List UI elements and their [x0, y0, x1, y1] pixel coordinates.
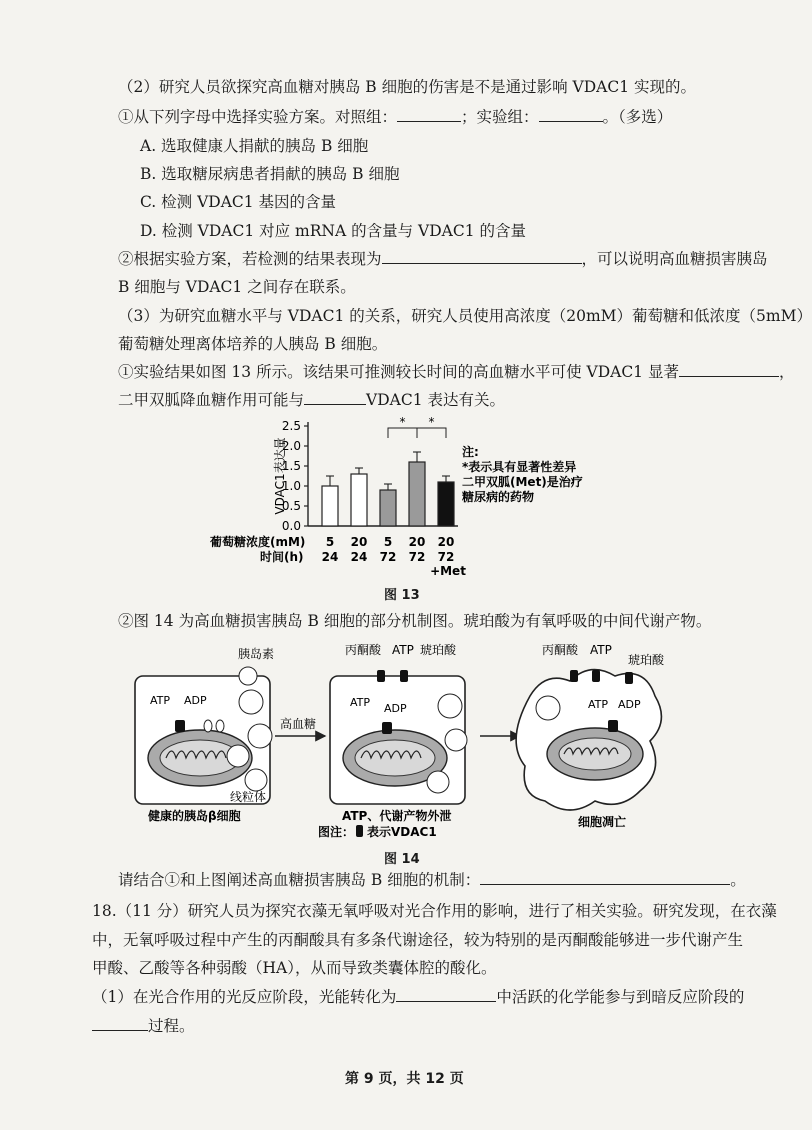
x-tick-time: 24 [321, 550, 339, 564]
x-tick-time: 24 [350, 550, 368, 564]
atp-label-1: ATP [150, 694, 171, 707]
q17-2-item2 [118, 248, 768, 270]
bar [380, 490, 396, 526]
x-tick-time: 72 [379, 550, 397, 564]
q18-line-4-text-b: 中活跃的化学能参与到暗反应阶段的 [496, 988, 745, 1006]
x-tick-conc: 20 [408, 535, 426, 549]
y-tick-label: 2.0 [281, 439, 301, 453]
result-blank[interactable] [382, 248, 582, 264]
process-blank[interactable] [92, 1015, 148, 1031]
adp-label-1: ADP [184, 694, 207, 707]
atp-top-label-2: ATP [392, 643, 414, 657]
q17-2-item1-text-b: ；实验组： [461, 108, 539, 126]
bar [351, 474, 367, 526]
option-b: B. 选取糖尿病患者捐献的胰岛 B 细胞 [140, 165, 400, 183]
y-axis-label: VDAC1表达量 [273, 437, 287, 515]
q17-2-item2-cont: B 细胞与 VDAC1 之间存在联系。 [118, 278, 356, 296]
x-tick-time: 72 [437, 550, 455, 564]
q17-2-item1-text-c: 。（多选） [602, 108, 673, 126]
atp-label-3: ATP [588, 698, 609, 711]
healthy-cell-caption: 健康的胰岛β细胞 [148, 809, 241, 823]
x-tick-conc: 5 [383, 535, 393, 549]
x-tick-time: 72 [408, 550, 426, 564]
x-tick-met: +Met [430, 564, 466, 578]
q17-3-item1-text-c: 二甲双胍降血糖作用可能与 [118, 391, 305, 409]
note-title: 注: [462, 445, 479, 459]
bar [438, 482, 454, 526]
x-row2-label: 时间(h) [260, 550, 304, 564]
bar [322, 486, 338, 526]
note-line: 二甲双胍(Met)是治疗 [462, 475, 583, 489]
energy-form-blank[interactable] [396, 986, 496, 1002]
q17-3-intro-1: （3）为研究血糖水平与 VDAC1 的关系，研究人员使用高浓度（20mM）葡萄糖和低浓度（5mM） [118, 307, 812, 325]
figure-14-caption: 图 14 [384, 852, 420, 867]
q17-3-item3-text-a: 请结合①和上图阐述高血糖损害胰岛 B 细胞的机制： [118, 871, 481, 889]
metformin-blank[interactable] [304, 389, 366, 405]
vdac1-change-blank[interactable] [679, 361, 779, 377]
q17-3-item3-text-b: 。 [730, 871, 746, 889]
x-tick-conc: 20 [437, 535, 455, 549]
q17-3-item2: ②图 14 为高血糖损害胰岛 B 细胞的部分机制图。琥珀酸为有氧呼吸的中间代谢产物。 [118, 612, 712, 630]
leak-caption: ATP、代谢产物外泄 [342, 809, 452, 823]
apoptotic-cell [516, 670, 661, 810]
q18-line-5 [92, 1015, 195, 1037]
atp-top-label-3: ATP [590, 643, 612, 657]
succinate-label-2: 琥珀酸 [628, 653, 665, 667]
x-tick-conc: 5 [325, 535, 335, 549]
high-glucose-label: 高血糖 [280, 717, 317, 731]
y-tick-label: 1.0 [281, 479, 301, 493]
y-tick-label: 0.0 [281, 519, 301, 533]
q17-2-item1-text-a: ①从下列字母中选择实验方案。对照组： [118, 108, 398, 126]
pyruvate-label-1: 丙酮酸 [345, 643, 382, 657]
q18-line-2: 中，无氧呼吸过程中产生的丙酮酸具有多条代谢途径，较为特别的是丙酮酸能够进一步代谢产生 [92, 931, 744, 949]
significance-star: * [399, 415, 406, 429]
significance-bracket [417, 428, 446, 438]
significance-bracket [388, 428, 417, 438]
mitochondria-label: 线粒体 [230, 790, 267, 804]
q18-line-4-text-a: （1）在光合作用的光反应阶段，光能转化为 [92, 988, 397, 1006]
q17-3-item1-text-a: ①实验结果如图 13 所示。该结果可推测较长时间的高血糖水平可使 VDAC1 显著 [118, 363, 679, 381]
page-footer: 第 9 页，共 12 页 [345, 1071, 464, 1087]
apoptosis-caption: 细胞凋亡 [578, 815, 627, 829]
q17-3-item1-cont [118, 389, 505, 411]
high-glucose-cell [330, 670, 467, 804]
y-tick-label: 0.5 [281, 499, 301, 513]
y-tick-label: 2.5 [281, 419, 301, 433]
q17-2-item2-text-a: ②根据实验方案，若检测的结果表现为 [118, 250, 382, 268]
mechanism-blank[interactable] [480, 869, 730, 885]
q17-3-item1-text-b: ， [778, 363, 795, 381]
q17-2-intro: （2）研究人员欲探究高血糖对胰岛 B 细胞的伤害是不是通过影响 VDAC1 实现的。 [118, 78, 696, 96]
succinate-label-1: 琥珀酸 [420, 643, 457, 657]
y-tick-label: 1.5 [281, 459, 301, 473]
insulin-label: 胰岛素 [238, 647, 275, 661]
legend-text: 表示VDAC1 [367, 825, 437, 839]
note-line: 糖尿病的药物 [462, 490, 535, 504]
x-tick-conc: 20 [350, 535, 368, 549]
adp-label-2: ADP [384, 702, 407, 715]
q18-line-4 [92, 986, 744, 1008]
q17-2-item1 [118, 106, 672, 128]
option-d: D. 检测 VDAC1 对应 mRNA 的含量与 VDAC1 的含量 [140, 222, 526, 240]
x-row1-label: 葡萄糖浓度(mM) [210, 535, 306, 549]
note-line: *表示具有显著性差异 [462, 460, 577, 474]
experiment-group-blank[interactable] [539, 106, 603, 122]
healthy-cell [135, 667, 272, 804]
pyruvate-label-2: 丙酮酸 [542, 643, 579, 657]
atp-label-2: ATP [350, 696, 371, 709]
q18-line-5-text: 过程。 [148, 1017, 195, 1035]
option-a: A. 选取健康人捐献的胰岛 B 细胞 [140, 137, 369, 155]
figure-13-caption: 图 13 [384, 588, 420, 603]
bar [409, 462, 425, 526]
adp-label-3: ADP [618, 698, 641, 711]
q17-2-item2-text-b: ，可以说明高血糖损害胰岛 [581, 250, 768, 268]
legend-prefix: 图注： [318, 825, 355, 839]
q18-line-1: 18.（11 分）研究人员为探究衣藻无氧呼吸对光合作用的影响，进行了相关实验。研究发现，在衣藻 [92, 902, 777, 920]
option-c: C. 检测 VDAC1 基因的含量 [140, 193, 337, 211]
significance-star: * [428, 415, 435, 429]
figure-13-chart [210, 412, 583, 580]
vdac1-legend-icon [356, 825, 363, 837]
q17-3-item1 [118, 361, 795, 383]
q18-line-3: 甲酸、乙酸等各种弱酸（HA），从而导致类囊体腔的酸化。 [92, 959, 497, 977]
figure-14-diagram [120, 636, 680, 842]
control-group-blank[interactable] [397, 106, 461, 122]
q17-3-item3 [118, 869, 746, 891]
q17-3-item1-text-d: VDAC1 表达有关。 [366, 391, 505, 409]
q17-3-intro-2: 葡萄糖处理离体培养的人胰岛 B 细胞。 [118, 335, 388, 353]
